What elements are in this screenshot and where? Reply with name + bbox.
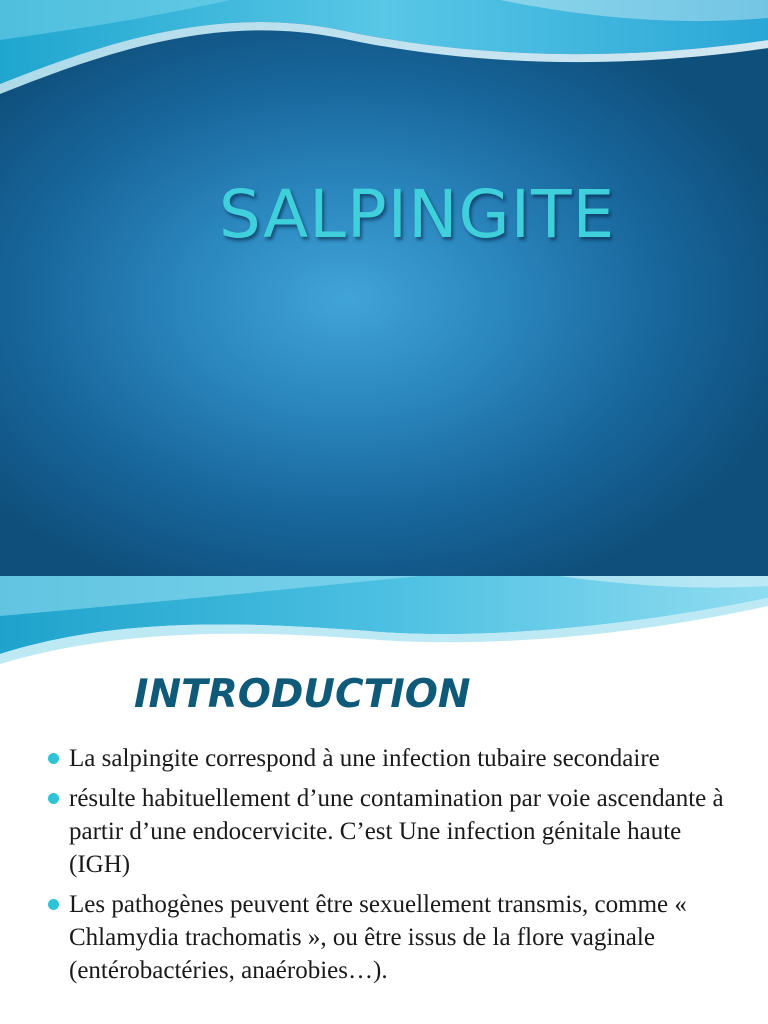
list-item [0, 742, 768, 775]
bullet-text: La salpingite correspond à une infection tubaire secondaire [69, 745, 660, 772]
list-item [0, 888, 768, 987]
slide-title: SALPINGITE [218, 176, 616, 253]
bullet-dot-icon [48, 753, 59, 764]
list-item [0, 782, 768, 881]
decorative-wave-top [0, 576, 768, 671]
bullet-dot-icon [48, 899, 59, 910]
bullet-list [0, 742, 768, 994]
bullet-text: Les pathogènes peuvent être sexuellement transmis, comme « Chlamydia trachomatis », ou être issus de la flore vaginale (entérobactéries, anaérobies…). [69, 891, 687, 984]
intro-slide [0, 576, 768, 1024]
section-heading: INTRODUCTION [134, 672, 471, 717]
bullet-dot-icon [48, 793, 59, 804]
decorative-wave-top [0, 0, 768, 100]
bullet-text: résulte habituellement d’une contamination par voie ascendante à partir d’une endocervicite. C’est Une infection génitale haute (IGH) [69, 785, 724, 878]
